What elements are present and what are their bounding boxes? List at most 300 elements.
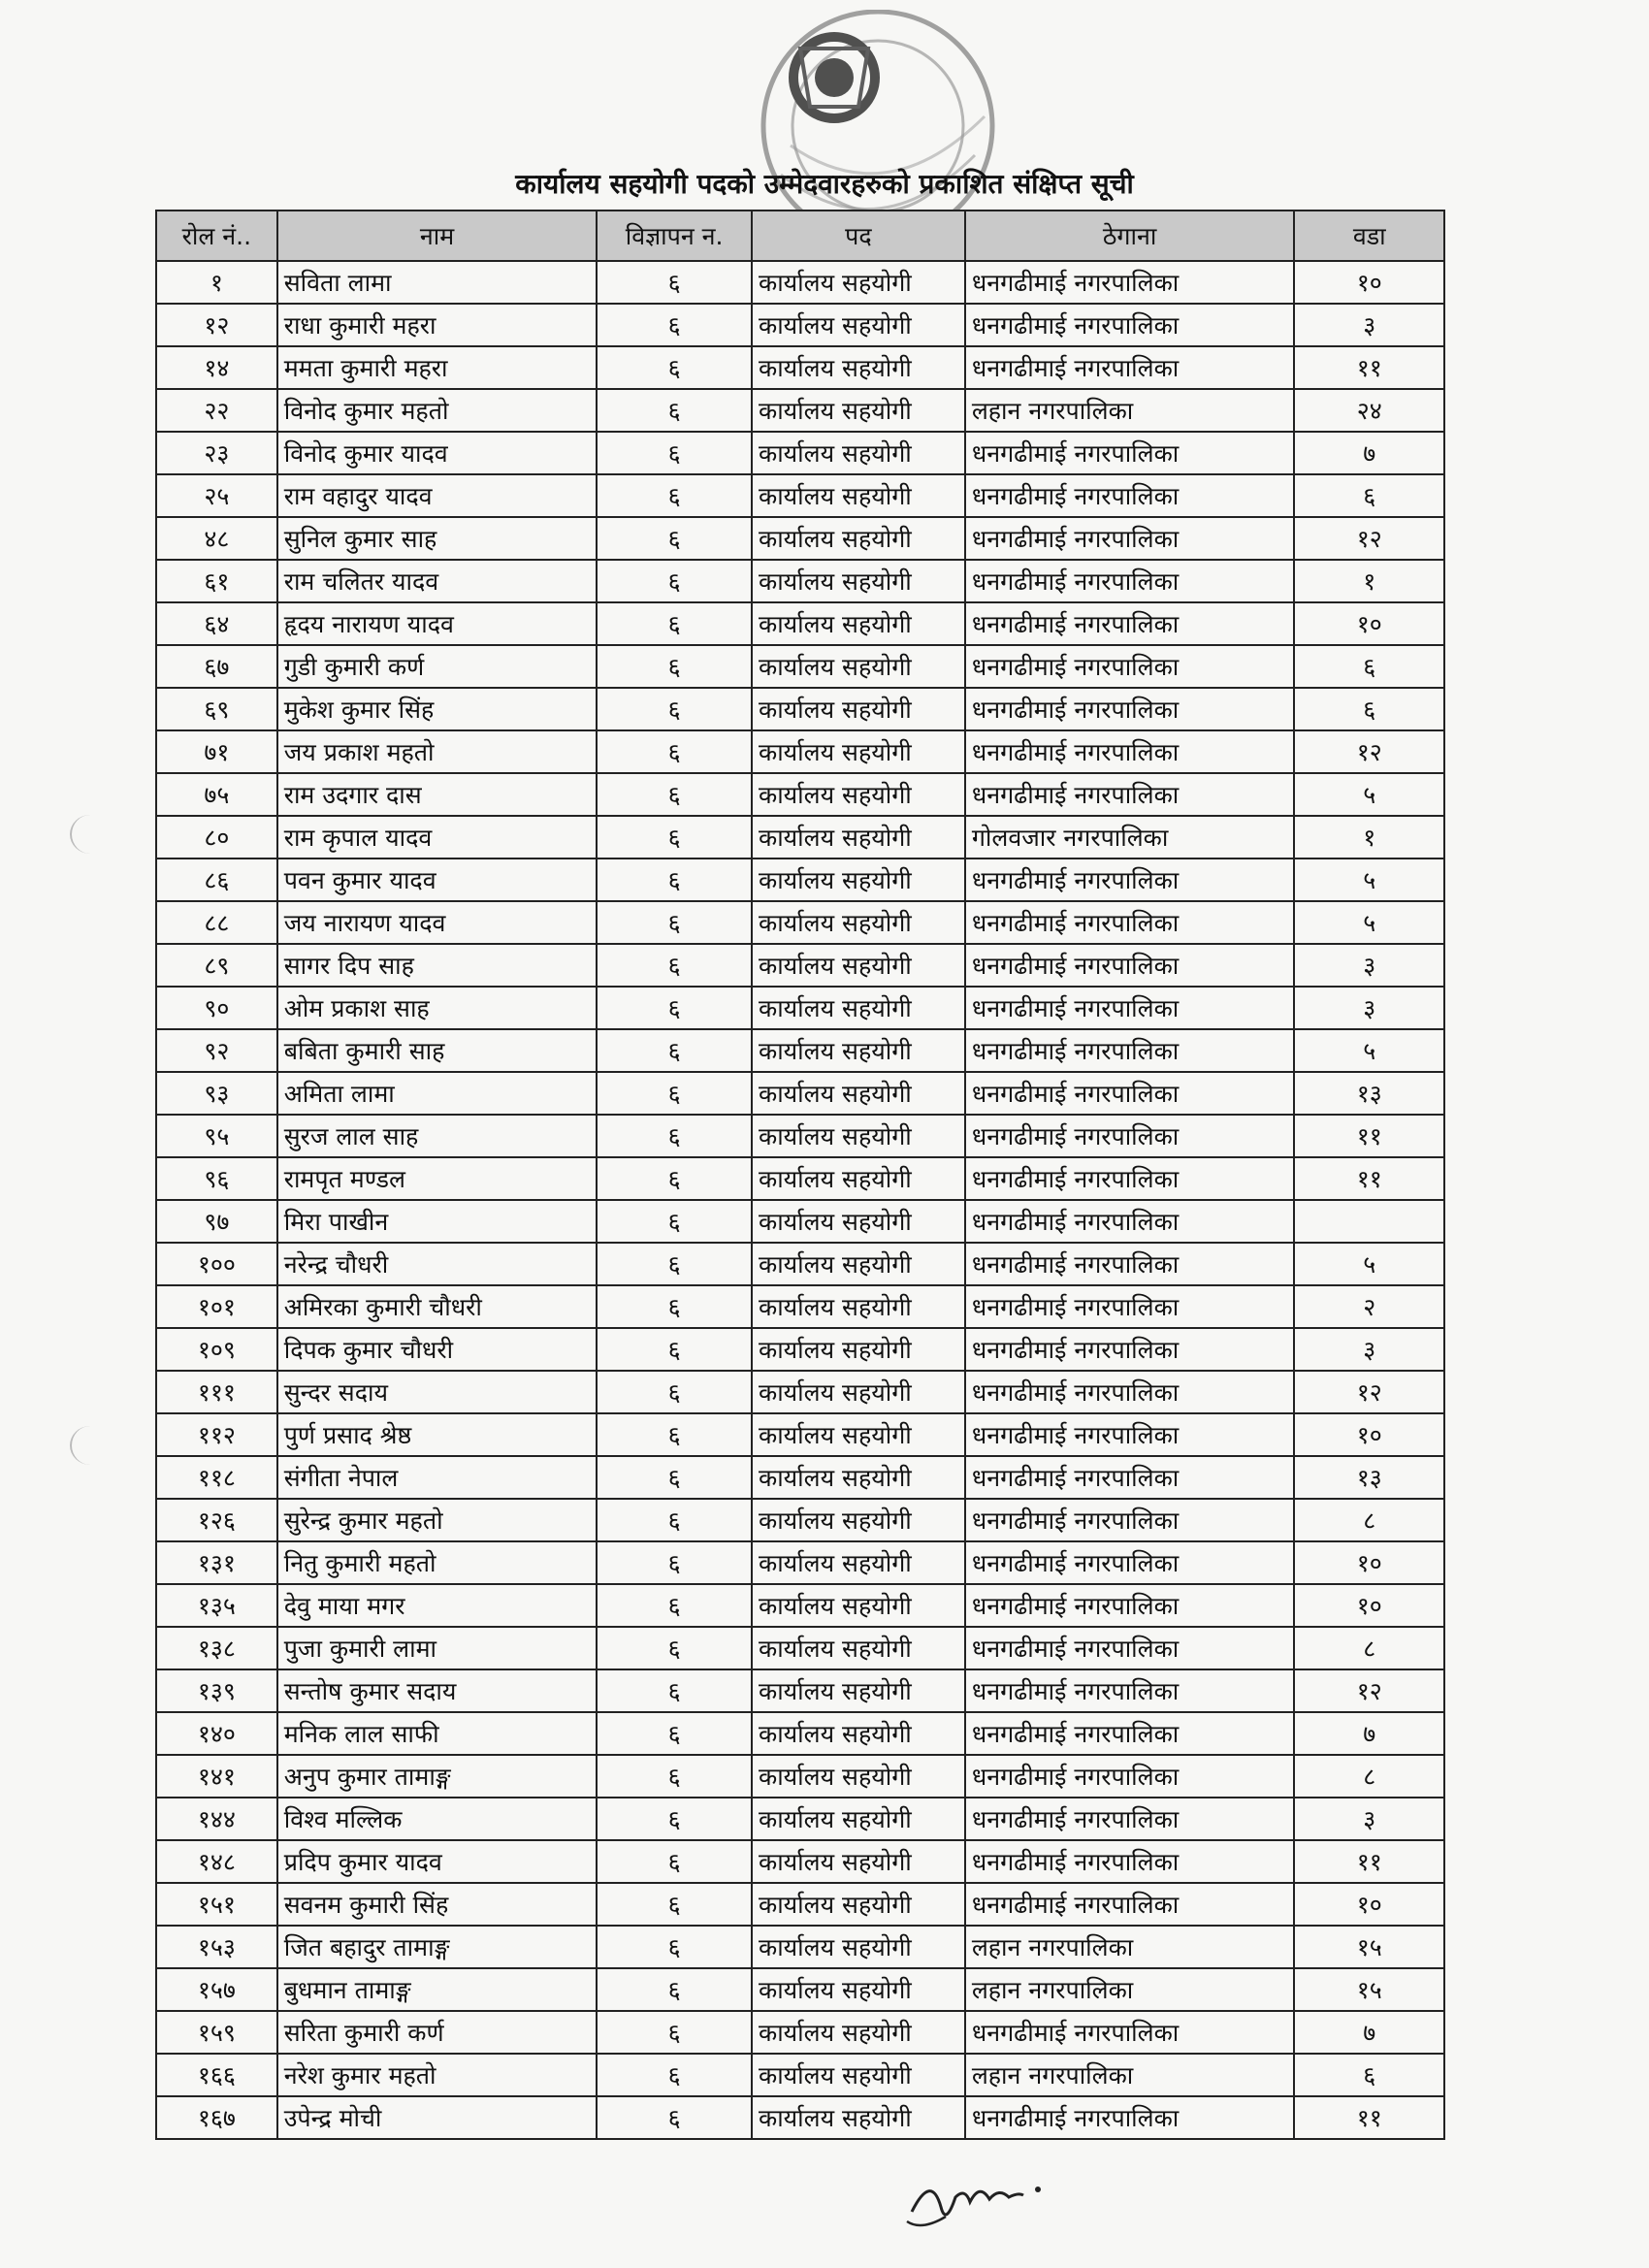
table-row (156, 432, 1444, 474)
advertisement-cell: ६ (597, 602, 752, 645)
ward-cell: ११ (1294, 346, 1444, 389)
advertisement-cell: ६ (597, 1584, 752, 1627)
post-cell: कार्यालय सहयोगी (752, 1157, 965, 1200)
name-cell: हृदय नारायण यादव (277, 602, 598, 645)
post-cell: कार्यालय सहयोगी (752, 1456, 965, 1499)
page-title: कार्यालय सहयोगी पदको उम्मेदवारहरुको प्रकाशित संक्षिप्त सूची (515, 168, 1134, 200)
roll-cell: ११८ (156, 1456, 277, 1499)
table-row (156, 1157, 1444, 1200)
address-cell: धनगढीमाई नगरपालिका (965, 2011, 1295, 2054)
name-cell: गुडी कुमारी कर्ण (277, 645, 598, 688)
candidate-table (155, 210, 1445, 2140)
address-cell: धनगढीमाई नगरपालिका (965, 474, 1295, 517)
advertisement-cell: ६ (597, 1157, 752, 1200)
name-cell: बुधमान तामाङ्ग (277, 1968, 598, 2011)
address-cell: धनगढीमाई नगरपालिका (965, 859, 1295, 901)
name-cell: जित बहादुर तामाङ्ग (277, 1926, 598, 1968)
name-cell: नरेन्द्र चौधरी (277, 1243, 598, 1285)
ward-cell: ७ (1294, 2011, 1444, 2054)
advertisement-cell: ६ (597, 1456, 752, 1499)
address-cell: धनगढीमाई नगरपालिका (965, 1669, 1295, 1712)
ward-cell: १० (1294, 1541, 1444, 1584)
roll-cell: ११२ (156, 1413, 277, 1456)
address-cell: धनगढीमाई नगरपालिका (965, 1285, 1295, 1328)
post-cell: कार्यालय सहयोगी (752, 1072, 965, 1115)
post-cell: कार्यालय सहयोगी (752, 859, 965, 901)
advertisement-cell: ६ (597, 1883, 752, 1926)
ward-cell: १२ (1294, 1371, 1444, 1413)
roll-cell: १४ (156, 346, 277, 389)
name-cell: सुरेन्द्र कुमार महतो (277, 1499, 598, 1541)
post-cell: कार्यालय सहयोगी (752, 474, 965, 517)
roll-cell: ९७ (156, 1200, 277, 1243)
table-row (156, 1285, 1444, 1328)
name-cell: बबिता कुमारी साह (277, 1029, 598, 1072)
table-row (156, 1072, 1444, 1115)
address-cell: धनगढीमाई नगरपालिका (965, 1499, 1295, 1541)
table-row (156, 1926, 1444, 1968)
table-row (156, 1968, 1444, 2011)
name-cell: जय नारायण यादव (277, 901, 598, 944)
roll-cell: ८९ (156, 944, 277, 987)
table-row (156, 1200, 1444, 1243)
ward-cell: १३ (1294, 1456, 1444, 1499)
table-row (156, 944, 1444, 987)
advertisement-cell: ६ (597, 261, 752, 304)
advertisement-cell: ६ (597, 1029, 752, 1072)
post-cell: कार्यालय सहयोगी (752, 432, 965, 474)
roll-cell: १०९ (156, 1328, 277, 1371)
post-cell: कार्यालय सहयोगी (752, 645, 965, 688)
address-cell: लहान नगरपालिका (965, 1926, 1295, 1968)
table-row (156, 2096, 1444, 2139)
advertisement-cell: ६ (597, 773, 752, 816)
post-cell: कार्यालय सहयोगी (752, 602, 965, 645)
advertisement-cell: ६ (597, 1968, 752, 2011)
name-cell: सुन्दर सदाय (277, 1371, 598, 1413)
advertisement-cell: ६ (597, 730, 752, 773)
roll-cell: ६९ (156, 688, 277, 730)
roll-cell: १५७ (156, 1968, 277, 2011)
post-cell: कार्यालय सहयोगी (752, 261, 965, 304)
name-cell: मनिक लाल साफी (277, 1712, 598, 1755)
ward-cell: ७ (1294, 432, 1444, 474)
post-cell: कार्यालय सहयोगी (752, 1968, 965, 2011)
name-cell: ममता कुमारी महरा (277, 346, 598, 389)
advertisement-cell: ६ (597, 560, 752, 602)
table-row (156, 645, 1444, 688)
ward-cell: १ (1294, 560, 1444, 602)
table-row (156, 1584, 1444, 1627)
post-cell: कार्यालय सहयोगी (752, 944, 965, 987)
advertisement-cell: ६ (597, 987, 752, 1029)
table-row (156, 1669, 1444, 1712)
name-cell: पुर्ण प्रसाद श्रेष्ठ (277, 1413, 598, 1456)
post-cell: कार्यालय सहयोगी (752, 2011, 965, 2054)
ward-cell: १३ (1294, 1072, 1444, 1115)
ward-cell: १० (1294, 602, 1444, 645)
address-cell: धनगढीमाई नगरपालिका (965, 2096, 1295, 2139)
table-row (156, 1712, 1444, 1755)
table-row (156, 901, 1444, 944)
post-cell: कार्यालय सहयोगी (752, 1115, 965, 1157)
name-cell: देवु माया मगर (277, 1584, 598, 1627)
address-cell: धनगढीमाई नगरपालिका (965, 1413, 1295, 1456)
post-cell: कार्यालय सहयोगी (752, 901, 965, 944)
name-cell: राम चलितर यादव (277, 560, 598, 602)
name-cell: राम वहादुर यादव (277, 474, 598, 517)
table-row (156, 1541, 1444, 1584)
address-cell: धनगढीमाई नगरपालिका (965, 1456, 1295, 1499)
address-cell: धनगढीमाई नगरपालिका (965, 432, 1295, 474)
post-cell: कार्यालय सहयोगी (752, 730, 965, 773)
address-cell: धनगढीमाई नगरपालिका (965, 261, 1295, 304)
post-cell: कार्यालय सहयोगी (752, 1243, 965, 1285)
roll-cell: २३ (156, 432, 277, 474)
post-cell: कार्यालय सहयोगी (752, 688, 965, 730)
roll-cell: १६६ (156, 2054, 277, 2096)
post-cell: कार्यालय सहयोगी (752, 1627, 965, 1669)
roll-cell: १४४ (156, 1798, 277, 1840)
address-cell: धनगढीमाई नगरपालिका (965, 645, 1295, 688)
table-row (156, 1627, 1444, 1669)
table-row (156, 517, 1444, 560)
advertisement-cell: ६ (597, 1200, 752, 1243)
ward-cell: ११ (1294, 1157, 1444, 1200)
address-cell: धनगढीमाई नगरपालिका (965, 1072, 1295, 1115)
post-cell: कार्यालय सहयोगी (752, 1798, 965, 1840)
address-cell: धनगढीमाई नगरपालिका (965, 602, 1295, 645)
post-cell: कार्यालय सहयोगी (752, 2096, 965, 2139)
ward-cell: ८ (1294, 1755, 1444, 1798)
table-row (156, 304, 1444, 346)
table-row (156, 987, 1444, 1029)
roll-cell: ९० (156, 987, 277, 1029)
name-cell: सन्तोष कुमार सदाय (277, 1669, 598, 1712)
header-name: नाम (277, 211, 598, 261)
ward-cell: ५ (1294, 773, 1444, 816)
roll-cell: १६७ (156, 2096, 277, 2139)
roll-cell: १२ (156, 304, 277, 346)
table-row (156, 1243, 1444, 1285)
roll-cell: १४८ (156, 1840, 277, 1883)
roll-cell: ९२ (156, 1029, 277, 1072)
advertisement-cell: ६ (597, 2096, 752, 2139)
advertisement-cell: ६ (597, 688, 752, 730)
address-cell: धनगढीमाई नगरपालिका (965, 1029, 1295, 1072)
ward-cell: १२ (1294, 517, 1444, 560)
post-cell: कार्यालय सहयोगी (752, 1413, 965, 1456)
roll-cell: १४० (156, 1712, 277, 1755)
roll-cell: ७१ (156, 730, 277, 773)
address-cell: धनगढीमाई नगरपालिका (965, 560, 1295, 602)
ward-cell: २ (1294, 1285, 1444, 1328)
address-cell: धनगढीमाई नगरपालिका (965, 346, 1295, 389)
post-cell: कार्यालय सहयोगी (752, 1712, 965, 1755)
table-row (156, 1413, 1444, 1456)
name-cell: नरेश कुमार महतो (277, 2054, 598, 2096)
ward-cell: १ (1294, 816, 1444, 859)
roll-cell: १०० (156, 1243, 277, 1285)
address-cell: धनगढीमाई नगरपालिका (965, 987, 1295, 1029)
name-cell: अमिरका कुमारी चौधरी (277, 1285, 598, 1328)
post-cell: कार्यालय सहयोगी (752, 346, 965, 389)
advertisement-cell: ६ (597, 1328, 752, 1371)
advertisement-cell: ६ (597, 1755, 752, 1798)
roll-cell: १४१ (156, 1755, 277, 1798)
header-address: ठेगाना (965, 211, 1295, 261)
post-cell: कार्यालय सहयोगी (752, 773, 965, 816)
ward-cell: १० (1294, 1413, 1444, 1456)
advertisement-cell: ६ (597, 901, 752, 944)
ward-cell: ५ (1294, 1243, 1444, 1285)
table-row (156, 730, 1444, 773)
post-cell: कार्यालय सहयोगी (752, 304, 965, 346)
roll-cell: १५१ (156, 1883, 277, 1926)
post-cell: कार्यालय सहयोगी (752, 1328, 965, 1371)
advertisement-cell: ६ (597, 432, 752, 474)
post-cell: कार्यालय सहयोगी (752, 1669, 965, 1712)
advertisement-cell: ६ (597, 1840, 752, 1883)
punch-hole-mark (70, 815, 111, 854)
advertisement-cell: ६ (597, 1926, 752, 1968)
table-row (156, 1798, 1444, 1840)
roll-cell: १३१ (156, 1541, 277, 1584)
ward-cell: ११ (1294, 2096, 1444, 2139)
roll-cell: ९३ (156, 1072, 277, 1115)
punch-hole-mark (70, 1426, 111, 1465)
ward-cell: ७ (1294, 1712, 1444, 1755)
address-cell: धनगढीमाई नगरपालिका (965, 901, 1295, 944)
advertisement-cell: ६ (597, 389, 752, 432)
table-row (156, 1328, 1444, 1371)
name-cell: सवनम कुमारी सिंह (277, 1883, 598, 1926)
name-cell: पुजा कुमारी लामा (277, 1627, 598, 1669)
table-header-row (156, 211, 1444, 261)
address-cell: धनगढीमाई नगरपालिका (965, 1157, 1295, 1200)
advertisement-cell: ६ (597, 1627, 752, 1669)
address-cell: धनगढीमाई नगरपालिका (965, 1328, 1295, 1371)
ward-cell: १५ (1294, 1968, 1444, 2011)
post-cell: कार्यालय सहयोगी (752, 1840, 965, 1883)
table-row (156, 816, 1444, 859)
advertisement-cell: ६ (597, 944, 752, 987)
roll-cell: १५३ (156, 1926, 277, 1968)
advertisement-cell: ६ (597, 346, 752, 389)
advertisement-cell: ६ (597, 517, 752, 560)
address-cell: धनगढीमाई नगरपालिका (965, 1712, 1295, 1755)
name-cell: दिपक कुमार चौधरी (277, 1328, 598, 1371)
address-cell: धनगढीमाई नगरपालिका (965, 1200, 1295, 1243)
address-cell: धनगढीमाई नगरपालिका (965, 1584, 1295, 1627)
advertisement-cell: ६ (597, 474, 752, 517)
roll-cell: ७५ (156, 773, 277, 816)
table-row (156, 2054, 1444, 2096)
name-cell: ओम प्रकाश साह (277, 987, 598, 1029)
advertisement-cell: ६ (597, 1413, 752, 1456)
post-cell: कार्यालय सहयोगी (752, 1541, 965, 1584)
post-cell: कार्यालय सहयोगी (752, 987, 965, 1029)
table-row (156, 389, 1444, 432)
post-cell: कार्यालय सहयोगी (752, 517, 965, 560)
roll-cell: १११ (156, 1371, 277, 1413)
table-row (156, 560, 1444, 602)
address-cell: धनगढीमाई नगरपालिका (965, 1883, 1295, 1926)
ward-cell (1294, 1200, 1444, 1243)
name-cell: सुनिल कुमार साह (277, 517, 598, 560)
roll-cell: ८६ (156, 859, 277, 901)
advertisement-cell: ६ (597, 1371, 752, 1413)
address-cell: धनगढीमाई नगरपालिका (965, 304, 1295, 346)
roll-cell: १ (156, 261, 277, 304)
post-cell: कार्यालय सहयोगी (752, 1200, 965, 1243)
address-cell: धनगढीमाई नगरपालिका (965, 1243, 1295, 1285)
name-cell: राम कृपाल यादव (277, 816, 598, 859)
roll-cell: ६१ (156, 560, 277, 602)
table-row (156, 859, 1444, 901)
name-cell: जय प्रकाश महतो (277, 730, 598, 773)
header-roll: रोल नं.. (156, 211, 277, 261)
name-cell: उपेन्द्र मोची (277, 2096, 598, 2139)
address-cell: लहान नगरपालिका (965, 2054, 1295, 2096)
address-cell: धनगढीमाई नगरपालिका (965, 944, 1295, 987)
table-row (156, 474, 1444, 517)
address-cell: धनगढीमाई नगरपालिका (965, 688, 1295, 730)
advertisement-cell: ६ (597, 1115, 752, 1157)
address-cell: धनगढीमाई नगरपालिका (965, 1541, 1295, 1584)
name-cell: अनुप कुमार तामाङ्ग (277, 1755, 598, 1798)
header-post: पद (752, 211, 965, 261)
table-row (156, 1883, 1444, 1926)
roll-cell: १५९ (156, 2011, 277, 2054)
advertisement-cell: ६ (597, 1285, 752, 1328)
ward-cell: ५ (1294, 1029, 1444, 1072)
roll-cell: १०१ (156, 1285, 277, 1328)
name-cell: सविता लामा (277, 261, 598, 304)
header-advertisement: विज्ञापन न. (597, 211, 752, 261)
advertisement-cell: ६ (597, 2054, 752, 2096)
advertisement-cell: ६ (597, 816, 752, 859)
name-cell: नितु कुमारी महतो (277, 1541, 598, 1584)
table-row (156, 346, 1444, 389)
roll-cell: ६४ (156, 602, 277, 645)
ward-cell: ६ (1294, 2054, 1444, 2096)
roll-cell: ८० (156, 816, 277, 859)
name-cell: प्रदिप कुमार यादव (277, 1840, 598, 1883)
name-cell: संगीता नेपाल (277, 1456, 598, 1499)
post-cell: कार्यालय सहयोगी (752, 389, 965, 432)
ward-cell: ८ (1294, 1627, 1444, 1669)
post-cell: कार्यालय सहयोगी (752, 1584, 965, 1627)
address-cell: लहान नगरपालिका (965, 1968, 1295, 2011)
table-row (156, 602, 1444, 645)
address-cell: धनगढीमाई नगरपालिका (965, 1627, 1295, 1669)
advertisement-cell: ६ (597, 2011, 752, 2054)
advertisement-cell: ६ (597, 645, 752, 688)
name-cell: विनोद कुमार यादव (277, 432, 598, 474)
ward-cell: ३ (1294, 1798, 1444, 1840)
advertisement-cell: ६ (597, 1712, 752, 1755)
ward-cell: ३ (1294, 987, 1444, 1029)
name-cell: सागर दिप साह (277, 944, 598, 987)
address-cell: गोलवजार नगरपालिका (965, 816, 1295, 859)
ward-cell: ३ (1294, 1328, 1444, 1371)
address-cell: धनगढीमाई नगरपालिका (965, 730, 1295, 773)
ward-cell: ८ (1294, 1499, 1444, 1541)
post-cell: कार्यालय सहयोगी (752, 816, 965, 859)
ward-cell: ६ (1294, 474, 1444, 517)
ward-cell: ३ (1294, 304, 1444, 346)
name-cell: विनोद कुमार महतो (277, 389, 598, 432)
post-cell: कार्यालय सहयोगी (752, 1883, 965, 1926)
post-cell: कार्यालय सहयोगी (752, 560, 965, 602)
post-cell: कार्यालय सहयोगी (752, 2054, 965, 2096)
address-cell: धनगढीमाई नगरपालिका (965, 1755, 1295, 1798)
address-cell: धनगढीमाई नगरपालिका (965, 1840, 1295, 1883)
roll-cell: ४८ (156, 517, 277, 560)
header-ward: वडा (1294, 211, 1444, 261)
post-cell: कार्यालय सहयोगी (752, 1029, 965, 1072)
name-cell: मिरा पाखीन (277, 1200, 598, 1243)
ward-cell: ५ (1294, 901, 1444, 944)
post-cell: कार्यालय सहयोगी (752, 1371, 965, 1413)
ward-cell: १० (1294, 261, 1444, 304)
post-cell: कार्यालय सहयोगी (752, 1285, 965, 1328)
name-cell: सरिता कुमारी कर्ण (277, 2011, 598, 2054)
name-cell: पवन कुमार यादव (277, 859, 598, 901)
ward-cell: १२ (1294, 1669, 1444, 1712)
table-row (156, 261, 1444, 304)
advertisement-cell: ६ (597, 1798, 752, 1840)
table-row (156, 1499, 1444, 1541)
ward-cell: ११ (1294, 1115, 1444, 1157)
roll-cell: १२६ (156, 1499, 277, 1541)
table-row (156, 1115, 1444, 1157)
roll-cell: २२ (156, 389, 277, 432)
advertisement-cell: ६ (597, 1243, 752, 1285)
address-cell: धनगढीमाई नगरपालिका (965, 517, 1295, 560)
address-cell: लहान नगरपालिका (965, 389, 1295, 432)
roll-cell: १३५ (156, 1584, 277, 1627)
name-cell: विश्व मल्लिक (277, 1798, 598, 1840)
table-row (156, 2011, 1444, 2054)
ward-cell: ५ (1294, 859, 1444, 901)
advertisement-cell: ६ (597, 1669, 752, 1712)
ward-cell: १२ (1294, 730, 1444, 773)
post-cell: कार्यालय सहयोगी (752, 1926, 965, 1968)
name-cell: राधा कुमारी महरा (277, 304, 598, 346)
roll-cell: ९५ (156, 1115, 277, 1157)
ward-cell: १५ (1294, 1926, 1444, 1968)
name-cell: राम उदगार दास (277, 773, 598, 816)
roll-cell: १३९ (156, 1669, 277, 1712)
advertisement-cell: ६ (597, 1541, 752, 1584)
address-cell: धनगढीमाई नगरपालिका (965, 1798, 1295, 1840)
advertisement-cell: ६ (597, 1499, 752, 1541)
ward-cell: १० (1294, 1883, 1444, 1926)
roll-cell: ९६ (156, 1157, 277, 1200)
name-cell: सुरज लाल साह (277, 1115, 598, 1157)
table-row (156, 1755, 1444, 1798)
ward-cell: २४ (1294, 389, 1444, 432)
handwritten-signature-icon (902, 2168, 1067, 2236)
ward-cell: १० (1294, 1584, 1444, 1627)
table-row (156, 1029, 1444, 1072)
ward-cell: ११ (1294, 1840, 1444, 1883)
table-row (156, 773, 1444, 816)
table-row (156, 688, 1444, 730)
name-cell: रामपृत मण्डल (277, 1157, 598, 1200)
